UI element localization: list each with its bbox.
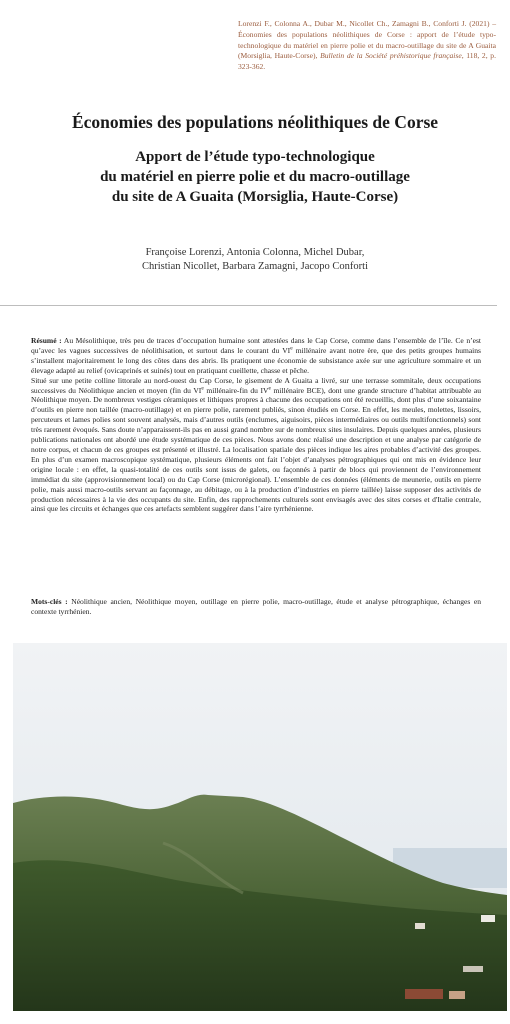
keywords-block	[31, 597, 481, 617]
abstract-paragraph	[31, 376, 481, 515]
superscript: e	[268, 385, 271, 392]
superscript: e	[290, 345, 293, 352]
section-divider	[0, 305, 497, 306]
citation-text: Lorenzi F., Colonna A., Dubar M., Nicollet Ch., Zamagni B., Conforti J. (2021) – Économies des populations néolithiques de Corse : apport de l’étude typo-technologique du matériel en pierre polie et du macro-outillage du site de A Guaita (Morsiglia, Haute-Corse),	[238, 19, 496, 61]
article-subtitle	[0, 147, 510, 207]
keywords-label: Mots-clés :	[31, 597, 68, 606]
author-line: Christian Nicollet, Barbara Zamagni, Jacopo Conforti	[142, 261, 368, 272]
author-list	[0, 246, 510, 274]
author-line: Françoise Lorenzi, Antonia Colonna, Michel Dubar,	[145, 247, 365, 258]
landscape-illustration	[13, 643, 507, 1011]
landscape-photo	[13, 643, 507, 1011]
abstract-paragraph	[31, 336, 481, 376]
construction-site	[405, 989, 443, 999]
abstract-block	[31, 336, 481, 514]
superscript: e	[201, 385, 204, 392]
abstract-text: millénaire BCE), dont une grande structure d’habitat attribuable au Néolithique moyen. De nombreux vestiges céramiques et lithiques propres à chacune des occupations ont été recueillis, dont plus d’une soixantaine d’outils en pierre non taillée (macro-outillage) et en pierre polie, rarement publiés, sinon étudiés en Corse. En effet, les meules, molettes, lissoirs, percuteurs et lames polies sont souvent analysés, mais d’autres outils (enclumes, aiguisoirs, pièces intermédiaires ou outils multifonctionnels) sont très rarement évoqués. Sans doute n’apparaissent-ils pas en aussi grand nombre sur de nombreux sites insulaires. Depuis quelques années, plusieurs publications nationales ont abordé une étude systématique de ces pièces. Nous avons donc réalisé une description et une analyse par catégorie de notre corpus, et chacun de ces groupes est présenté et illustré. La localisation spatiale des pièces indique les aires probables d’activité des groupes. En plus d’un examen macroscopique systématique, plusieurs éléments ont fait l’objet d’analyses pétrographiques qui ont mis en évidence leur origine locale : en effet, la quasi-totalité de ces outils sont issus de galets, ou façonnés à partir de blocs qui proviennent de l’environnement immédiat du site (approvisionnement local) ou du Cap Corse (microrégional). L’ensemble de ces données (éléments de meunerie, outils en pierre polie, mais aussi macro-outils servant au façonnage, au débitage, ou à la production d’industries en pierre taillée) laisse supposer des activités de production nécessaires à la vie des occupants du site. Enfin, des rapprochements culturels sont envisagés avec des sites corses et d'Italie centrale, ainsi que les circuits et échanges que ces artefacts semblent suggérer dans l’aire tyrrhénienne.	[31, 385, 481, 514]
subtitle-line: Apport de l’étude typo-technologique	[135, 149, 375, 165]
abstract-label: Résumé :	[31, 336, 62, 345]
citation-journal: Bulletin de la Société préhistorique française	[320, 51, 462, 61]
abstract-text: Au Mésolithique, très peu de traces d’occupation humaine sont attestées dans le Cap Corse, comme dans l’ensemble de l’île. Ce n’est qu’avec les vagues successives de néolithisation, et surtout dans le courant du VI	[31, 336, 481, 355]
citation-reference	[238, 19, 496, 73]
citation-pages: , 118, 2, p. 323-362.	[238, 51, 496, 72]
abstract-text: millénaire-fin du IV	[203, 385, 269, 395]
house	[481, 915, 495, 922]
keywords-text: Néolithique ancien, Néolithique moyen, outillage en pierre polie, macro-outillage, étude et analyse pétrographique, échanges en contexte tyrrhénien.	[31, 597, 481, 616]
subtitle-line: du site de A Guaita (Morsiglia, Haute-Corse)	[111, 189, 399, 205]
house	[415, 923, 425, 929]
house	[463, 966, 483, 972]
construction-site	[449, 991, 465, 999]
subtitle-line: du matériel en pierre polie et du macro-outillage	[100, 169, 410, 185]
article-title: Économies des populations néolithiques de Corse	[71, 112, 439, 132]
abstract-text: Situé sur une petite colline littorale au nord-ouest du Cap Corse, le gisement de A Guaita a livré, sur une terrasse sommitale, deux occupations successives du Néolithique ancien et moyen (fin du VI	[31, 375, 481, 395]
abstract-text: millénaire avant notre ère, que des petits groupes humains s’installent majoritairement le long des côtes dans des abris. Ils pratiquent une économie de subsistance axée sur une agriculture sommaire et un élevage adapté au relief (ovicaprinés et suinés) tout en pratiquant cueillette, chasse et pêche.	[31, 345, 481, 375]
